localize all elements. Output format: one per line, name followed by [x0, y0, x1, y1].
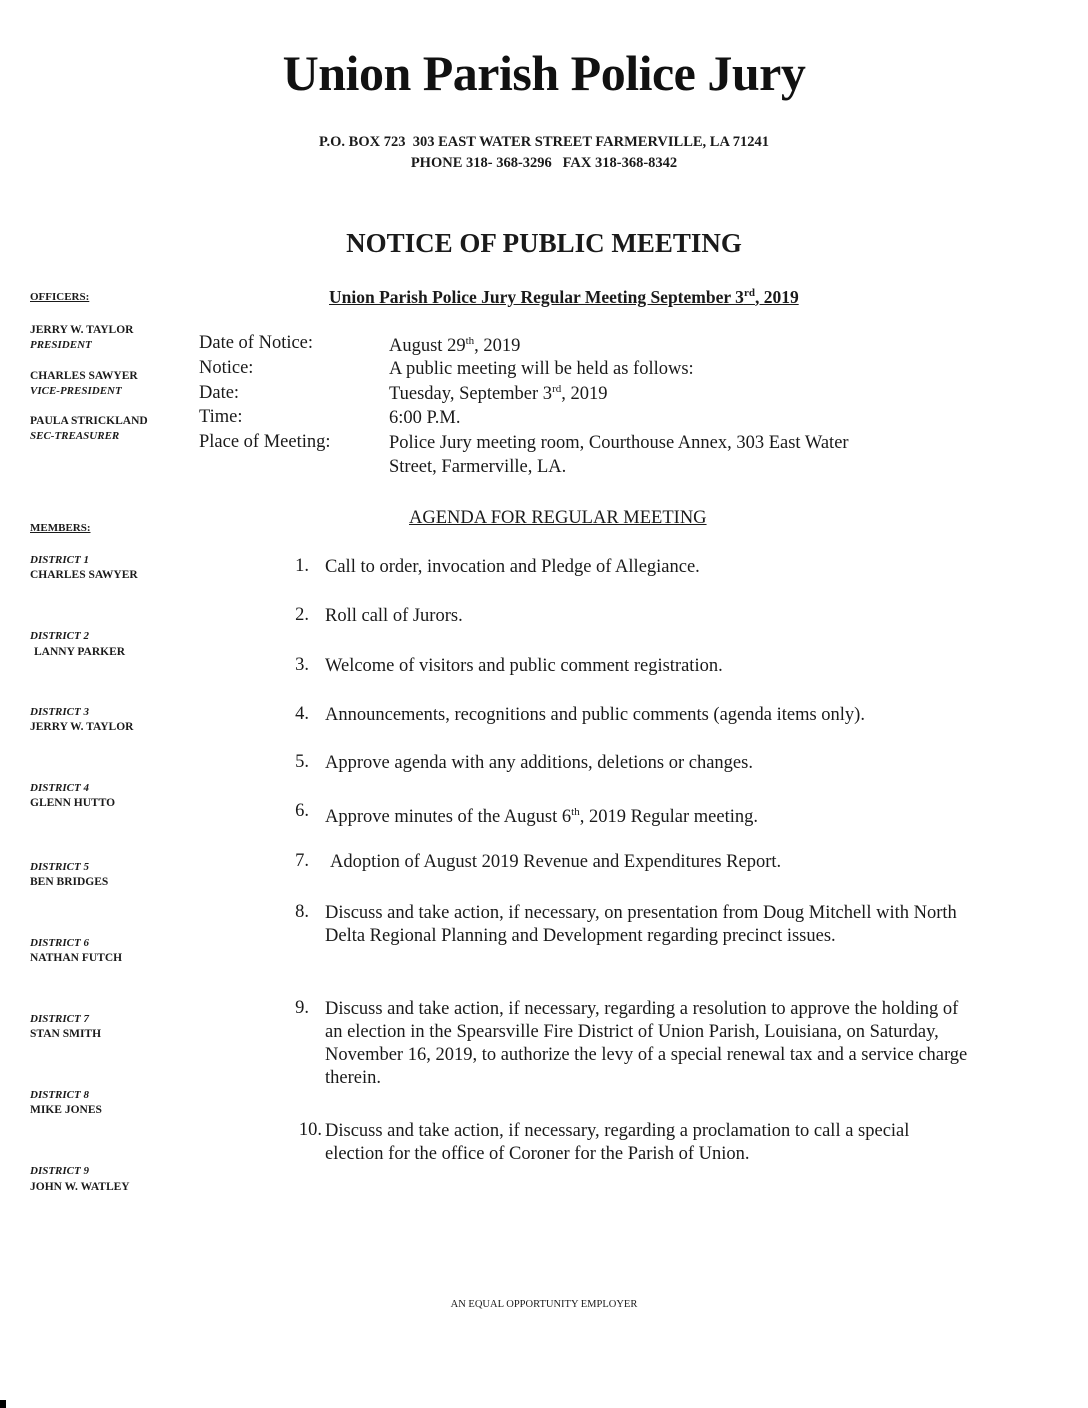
member-name: STAN SMITH [30, 1028, 102, 1040]
date-suffix: , 2019 [561, 384, 608, 405]
agenda-item-number: 10. [298, 1120, 322, 1140]
scan-artifact [0, 1400, 6, 1408]
place-value-continued: Street, Farmerville, LA. [389, 457, 567, 477]
agenda-item-sup: th [571, 806, 580, 818]
agenda-item-text-part: , 2019 Regular meeting. [579, 807, 758, 828]
member-district: DISTRICT 7 [30, 1013, 89, 1025]
date-of-notice-suffix: , 2019 [474, 336, 521, 357]
member-name: GLENN HUTTO [30, 797, 116, 809]
notice-label: Notice: [199, 358, 254, 378]
member-district: DISTRICT 2 [30, 630, 89, 642]
member-name: LANNY PARKER [34, 646, 126, 658]
member-district: DISTRICT 5 [30, 861, 89, 873]
officer-role: VICE-PRESIDENT [30, 385, 122, 397]
date-of-notice-value [389, 335, 520, 357]
member-district: DISTRICT 1 [30, 554, 89, 566]
member-district: DISTRICT 4 [30, 782, 89, 794]
member-district: DISTRICT 6 [30, 937, 89, 949]
date-text: Tuesday, September 3 [389, 384, 553, 405]
agenda-item-number: 8. [295, 902, 309, 922]
agenda-item-text: Roll call of Jurors. [325, 606, 463, 626]
agenda-item-number: 7. [295, 851, 309, 871]
member-name: NATHAN FUTCH [30, 952, 123, 964]
agenda-item-text [325, 801, 985, 829]
notice-title: NOTICE OF PUBLIC MEETING [346, 228, 742, 258]
agenda-item-text: Discuss and take action, if necessary, regarding a resolution to approve the holding of an election in the Spearsville Fire District of Union Parish, Louisiana, on Saturday, November 16, 2019, to authorize the levy of a special renewal tax and a service charge therein. [325, 999, 968, 1088]
officer-name: PAULA STRICKLAND [30, 415, 148, 427]
address-line: P.O. BOX 723 303 EAST WATER STREET FARMERVILLE, LA 71241 [318, 134, 770, 150]
member-name: JERRY W. TAYLOR [30, 721, 134, 733]
meeting-heading-text: Union Parish Police Jury Regular Meeting September 3 [329, 287, 744, 307]
agenda-item-text: Adoption of August 2019 Revenue and Expenditures Report. [330, 852, 782, 872]
agenda-item-text-part: Approve minutes of the August 6 [325, 807, 572, 828]
agenda-item-number: 1. [295, 556, 309, 576]
time-label: Time: [199, 407, 243, 427]
officer-role: SEC-TREASURER [30, 430, 120, 442]
organization-name: Union Parish Police Jury [282, 45, 806, 101]
agenda-item-number: 3. [295, 655, 309, 675]
meeting-heading-sup: rd [743, 287, 755, 300]
date-of-notice-sup: th [465, 335, 475, 347]
agenda-item-text: Discuss and take action, if necessary, on presentation from Doug Mitchell with North Delta Regional Planning and Development regarding precinct issues. [325, 903, 957, 946]
agenda-item-text: Discuss and take action, if necessary, regarding a proclamation to call a special election for the office of Coroner for the Parish of Union. [325, 1121, 910, 1164]
officer-role: PRESIDENT [30, 339, 92, 351]
agenda-item-number: 9. [295, 998, 309, 1018]
member-name: BEN BRIDGES [30, 876, 109, 888]
date-sup: rd [552, 383, 562, 395]
time-value: 6:00 P.M. [389, 408, 461, 428]
member-district: DISTRICT 8 [30, 1089, 89, 1101]
place-label: Place of Meeting: [199, 432, 331, 452]
member-district: DISTRICT 3 [30, 706, 89, 718]
date-of-notice-text: August 29 [389, 336, 466, 357]
footer-text: AN EQUAL OPPORTUNITY EMPLOYER [450, 1299, 638, 1310]
member-name: CHARLES SAWYER [30, 569, 138, 581]
agenda-item-text: Approve agenda with any additions, deletions or changes. [325, 753, 753, 773]
officer-name: CHARLES SAWYER [30, 370, 138, 382]
agenda-item-number: 4. [295, 704, 309, 724]
place-value: Police Jury meeting room, Courthouse Annex, 303 East Water [389, 433, 849, 453]
agenda-item-number: 2. [295, 605, 309, 625]
agenda-item-text: Call to order, invocation and Pledge of Allegiance. [325, 557, 700, 577]
meeting-heading-suffix: , 2019 [754, 287, 799, 307]
date-label: Date: [199, 383, 240, 403]
agenda-item-number: 5. [295, 752, 309, 772]
member-name: MIKE JONES [30, 1104, 102, 1116]
officers-heading: OFFICERS: [30, 291, 90, 303]
notice-value: A public meeting will be held as follows: [389, 359, 694, 379]
agenda-item-number: 6. [295, 801, 309, 821]
agenda-item-text: Announcements, recognitions and public comments (agenda items only). [325, 705, 865, 725]
agenda-item-text: Welcome of visitors and public comment registration. [325, 656, 723, 676]
member-district: DISTRICT 9 [30, 1165, 89, 1177]
date-of-notice-label: Date of Notice: [199, 333, 314, 353]
members-heading: MEMBERS: [30, 522, 91, 534]
meeting-heading [329, 287, 799, 308]
phone-fax-line: PHONE 318- 368-3296 FAX 318-368-8342 [410, 155, 678, 171]
member-name: JOHN W. WATLEY [30, 1181, 130, 1193]
agenda-heading: AGENDA FOR REGULAR MEETING [409, 508, 707, 528]
date-value [389, 383, 607, 405]
officer-name: JERRY W. TAYLOR [30, 324, 134, 336]
